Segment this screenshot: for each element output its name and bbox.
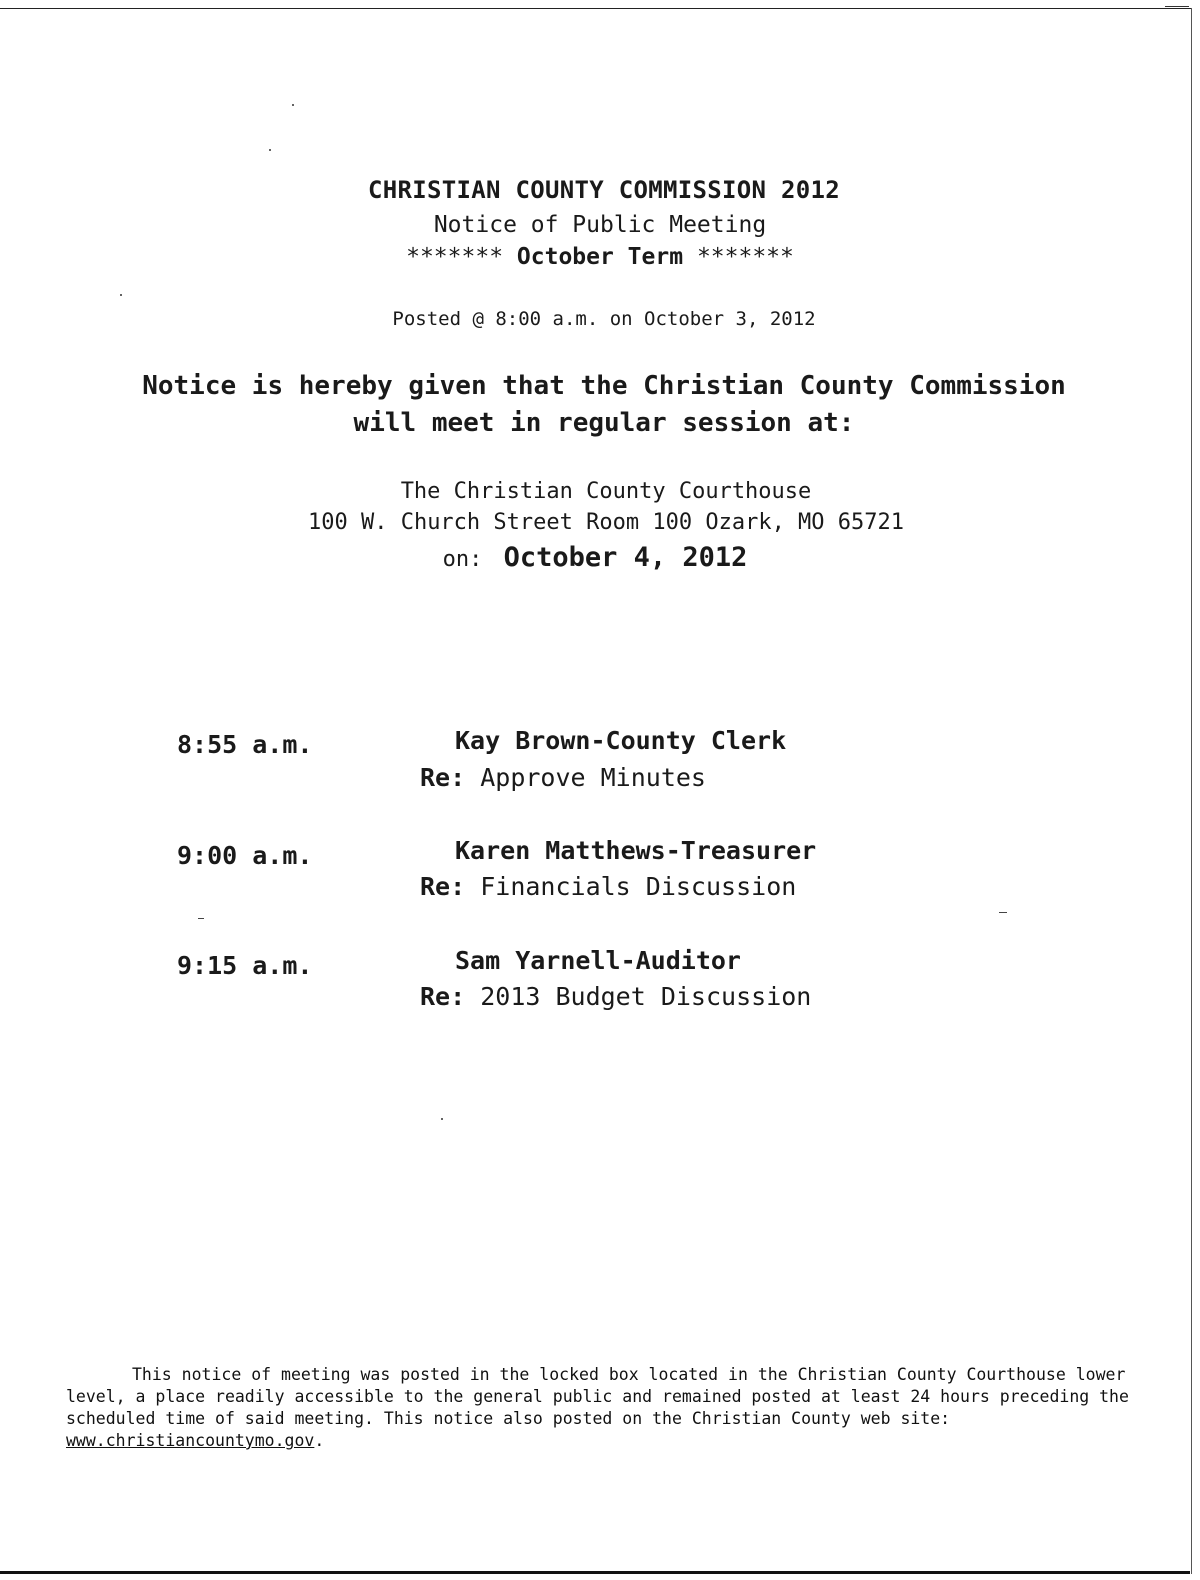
agenda-topic-line — [420, 982, 811, 1011]
term-stars-left: ******* — [406, 244, 504, 270]
agenda-time: 8:55 a.m. — [177, 730, 313, 759]
page-edge-top — [0, 8, 1192, 9]
page-edge-mark — [1165, 6, 1189, 7]
agenda-topic-line — [420, 872, 796, 901]
location-building: The Christian County Courthouse — [400, 479, 812, 504]
agenda-time: 9:15 a.m. — [177, 951, 313, 980]
agenda-re-label: Re: — [420, 763, 466, 792]
page-edge-right — [1191, 8, 1192, 1574]
agenda-topic-line — [420, 763, 706, 792]
notice-statement — [4, 368, 1200, 442]
notice-line-1: Notice is hereby given that the Christian County Commission — [142, 371, 1066, 401]
term-stars-right: ******* — [696, 244, 794, 270]
agenda-person: Karen Matthews-Treasurer — [455, 836, 817, 865]
agenda-re-label: Re: — [420, 982, 466, 1011]
agenda-person: Sam Yarnell-Auditor — [455, 946, 741, 975]
scan-speck — [120, 294, 122, 296]
notice-line-2: will meet in regular session at: — [353, 408, 855, 438]
scan-speck — [292, 104, 294, 106]
scan-speck — [441, 1118, 443, 1120]
term-line — [0, 244, 1200, 270]
agenda-topic: 2013 Budget Discussion — [480, 982, 812, 1011]
agenda-time: 9:00 a.m. — [177, 841, 313, 870]
document-subtitle: Notice of Public Meeting — [433, 212, 767, 238]
posting-statement-text: This notice of meeting was posted in the locked box located in the Christian County Courthouse lower level, a place readily accessible to the general public and remained posted at least 24 hours preceding the scheduled time of said meeting. This notice also posted on the Christian County web site: — [66, 1365, 1129, 1428]
posting-statement-end: . — [314, 1431, 325, 1450]
scan-mark — [198, 918, 204, 919]
meeting-date-label: on: — [442, 547, 483, 572]
scan-mark — [999, 912, 1007, 913]
agenda-topic: Approve Minutes — [480, 763, 706, 792]
agenda-person: Kay Brown-County Clerk — [455, 726, 787, 755]
document-title: CHRISTIAN COUNTY COMMISSION 2012 — [368, 176, 840, 204]
location-address: 100 W. Church Street Room 100 Ozark, MO 65721 — [307, 510, 905, 535]
county-website-link[interactable]: www.christiancountymo.gov — [66, 1431, 315, 1450]
meeting-date: October 4, 2012 — [503, 542, 748, 573]
meeting-date-line — [0, 542, 1195, 573]
page-edge-bottom — [0, 1571, 1190, 1574]
term-name: October Term — [516, 244, 684, 270]
agenda-re-label: Re: — [420, 872, 466, 901]
agenda-topic: Financials Discussion — [480, 872, 797, 901]
posted-line: Posted @ 8:00 a.m. on October 3, 2012 — [392, 308, 816, 330]
posting-statement — [66, 1364, 1156, 1452]
scan-speck — [269, 149, 271, 151]
